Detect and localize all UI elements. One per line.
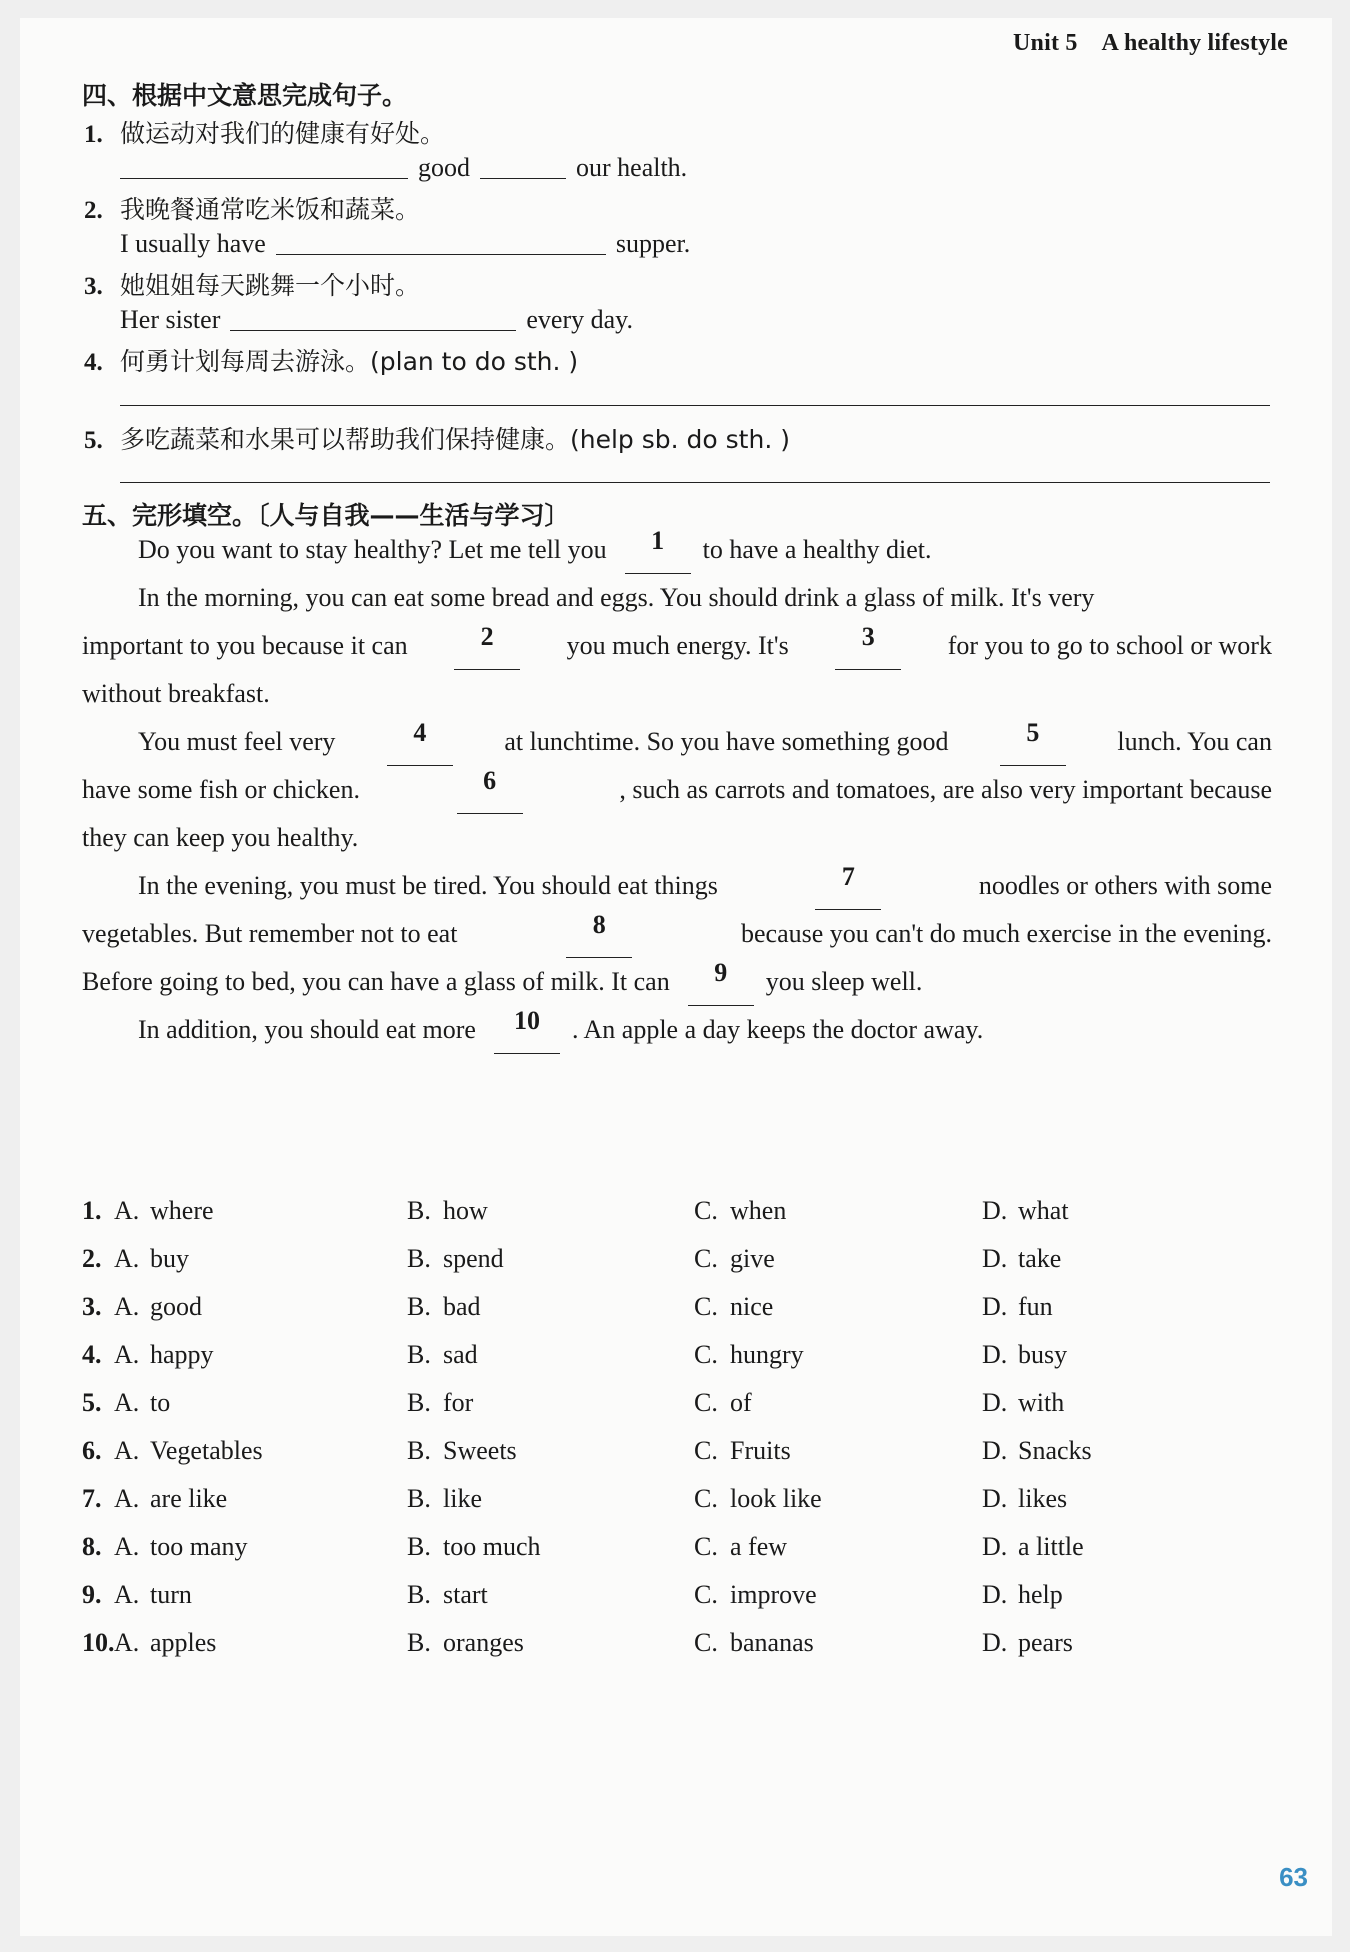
question-number: 3.	[82, 1292, 102, 1321]
passage-line: vegetables. But remember not to eat 8 because you can't do much exercise in the evening.	[82, 910, 1272, 958]
option-c[interactable]: C. of	[694, 1388, 752, 1417]
answer-blank[interactable]	[120, 152, 408, 179]
cloze-passage	[82, 526, 1272, 1054]
option-b[interactable]: B. oranges	[407, 1628, 524, 1657]
option-row	[82, 1331, 1272, 1379]
option-b[interactable]: B. bad	[407, 1292, 481, 1321]
question-number: 10.	[82, 1628, 115, 1657]
option-b[interactable]: B. too much	[407, 1532, 541, 1561]
page-number: 63	[1279, 1862, 1308, 1892]
option-a[interactable]: A. Vegetables	[114, 1436, 263, 1465]
passage-line: In the morning, you can eat some bread and eggs. You should drink a glass of milk. It's very	[138, 583, 1095, 612]
passage-line: You must feel very 4 at lunchtime. So you have something good 5 lunch. You can	[82, 718, 1272, 766]
option-a[interactable]: A. too many	[114, 1532, 248, 1561]
answer-blank[interactable]	[230, 304, 516, 331]
option-d[interactable]: D. likes	[982, 1484, 1068, 1513]
blank-4[interactable]: 4	[387, 718, 453, 766]
option-d[interactable]: D. a little	[982, 1532, 1084, 1561]
option-row	[82, 1283, 1272, 1331]
blank-1[interactable]: 1	[625, 526, 691, 574]
option-a[interactable]: A. good	[114, 1292, 202, 1321]
option-a[interactable]: A. where	[114, 1196, 214, 1225]
answer-line[interactable]	[120, 482, 1270, 483]
option-b[interactable]: B. start	[407, 1580, 488, 1609]
option-d[interactable]: D. what	[982, 1196, 1069, 1225]
option-row	[82, 1475, 1272, 1523]
blank-8[interactable]: 8	[566, 910, 632, 958]
page-header	[1013, 30, 1288, 57]
option-a[interactable]: A. turn	[114, 1580, 192, 1609]
option-c[interactable]: C. look like	[694, 1484, 822, 1513]
section5-title: 五、完形填空。〔人与自我——生活与学习〕	[82, 501, 570, 530]
blank-5[interactable]: 5	[1000, 718, 1066, 766]
option-c[interactable]: C. improve	[694, 1580, 817, 1609]
option-b[interactable]: B. like	[407, 1484, 482, 1513]
passage-line: In addition, you should eat more 10 . An apple a day keeps the doctor away.	[82, 1006, 1272, 1054]
question-number: 1.	[82, 1196, 102, 1225]
question-number: 2.	[82, 1244, 102, 1273]
passage-line: without breakfast.	[82, 679, 270, 708]
option-c[interactable]: C. a few	[694, 1532, 788, 1561]
question-number: 8.	[82, 1532, 102, 1561]
option-c[interactable]: C. Fruits	[694, 1436, 791, 1465]
option-d[interactable]: D. fun	[982, 1292, 1053, 1321]
option-b[interactable]: B. spend	[407, 1244, 504, 1273]
q4-1-prompt: 1. 做运动对我们的健康有好处。	[84, 119, 446, 148]
option-c[interactable]: C. give	[694, 1244, 775, 1273]
option-c[interactable]: C. hungry	[694, 1340, 804, 1369]
option-a[interactable]: A. buy	[114, 1244, 189, 1273]
answer-blank[interactable]	[480, 152, 566, 179]
section4-title: 四、根据中文意思完成句子。	[82, 81, 408, 110]
blank-3[interactable]: 3	[835, 622, 901, 670]
q4-3-answer: Her sister every day.	[120, 305, 633, 334]
option-d[interactable]: D. help	[982, 1580, 1063, 1609]
blank-7[interactable]: 7	[815, 862, 881, 910]
option-b[interactable]: B. for	[407, 1388, 474, 1417]
passage-line: they can keep you healthy.	[82, 823, 359, 852]
q4-2-answer: I usually have supper.	[120, 229, 691, 258]
option-a[interactable]: A. are like	[114, 1484, 228, 1513]
passage-line: In the evening, you must be tired. You should eat things 7 noodles or others with some	[82, 862, 1272, 910]
question-number: 9.	[82, 1580, 102, 1609]
unit-label: Unit 5	[1013, 30, 1078, 56]
unit-title: A healthy lifestyle	[1101, 30, 1288, 56]
answer-line[interactable]	[120, 405, 1270, 406]
passage-line: Before going to bed, you can have a glass of milk. It can 9 you sleep well.	[82, 958, 1272, 1006]
option-row	[82, 1235, 1272, 1283]
option-d[interactable]: D. take	[982, 1244, 1062, 1273]
option-d[interactable]: D. busy	[982, 1340, 1068, 1369]
q4-3-prompt: 3. 她姐姐每天跳舞一个小时。	[84, 271, 421, 300]
passage-line: important to you because it can 2 you much energy. It's 3 for you to go to school or work	[82, 622, 1272, 670]
option-d[interactable]: D. Snacks	[982, 1436, 1092, 1465]
answer-blank[interactable]	[276, 228, 606, 255]
blank-9[interactable]: 9	[688, 958, 754, 1006]
option-row	[82, 1619, 1272, 1667]
option-c[interactable]: C. when	[694, 1196, 787, 1225]
option-row	[82, 1523, 1272, 1571]
q4-4-prompt: 4. 何勇计划每周去游泳。(plan to do sth. )	[84, 347, 579, 376]
option-c[interactable]: C. bananas	[694, 1628, 814, 1657]
option-row	[82, 1379, 1272, 1427]
blank-6[interactable]: 6	[457, 766, 523, 814]
question-number: 7.	[82, 1484, 102, 1513]
option-row	[82, 1571, 1272, 1619]
option-d[interactable]: D. pears	[982, 1628, 1073, 1657]
option-b[interactable]: B. Sweets	[407, 1436, 517, 1465]
question-number: 6.	[82, 1436, 102, 1465]
answer-options	[82, 1187, 1272, 1667]
q4-2-prompt: 2. 我晚餐通常吃米饭和蔬菜。	[84, 195, 421, 224]
option-row	[82, 1187, 1272, 1235]
passage-line: have some fish or chicken. 6 , such as carrots and tomatoes, are also very important because	[82, 766, 1272, 814]
option-row	[82, 1427, 1272, 1475]
q4-5-prompt: 5. 多吃蔬菜和水果可以帮助我们保持健康。(help sb. do sth. )	[84, 425, 790, 454]
option-c[interactable]: C. nice	[694, 1292, 774, 1321]
question-number: 5.	[82, 1388, 102, 1417]
option-a[interactable]: A. apples	[114, 1628, 217, 1657]
option-a[interactable]: A. to	[114, 1388, 171, 1417]
option-b[interactable]: B. sad	[407, 1340, 478, 1369]
option-b[interactable]: B. how	[407, 1196, 488, 1225]
blank-2[interactable]: 2	[454, 622, 520, 670]
passage-line: Do you want to stay healthy? Let me tell you 1 to have a healthy diet.	[82, 526, 1272, 574]
option-a[interactable]: A. happy	[114, 1340, 214, 1369]
option-d[interactable]: D. with	[982, 1388, 1065, 1417]
question-number: 4.	[82, 1340, 102, 1369]
blank-10[interactable]: 10	[494, 1006, 560, 1054]
q4-1-answer: good our health.	[120, 152, 687, 183]
